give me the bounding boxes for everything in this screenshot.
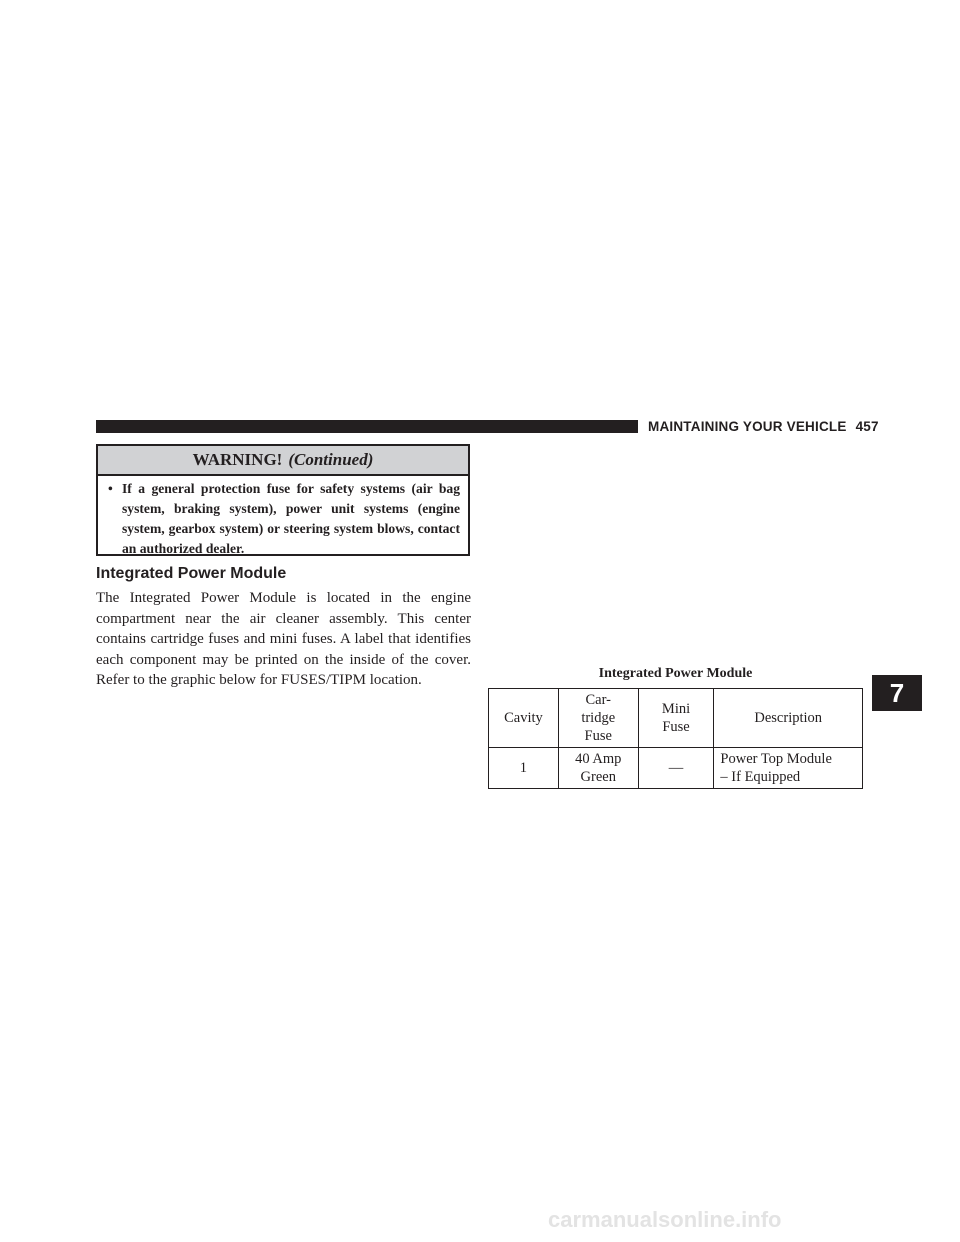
section-heading: Integrated Power Module bbox=[96, 565, 287, 582]
cell-cartridge-fuse: 40 Amp Green bbox=[558, 748, 638, 789]
header-cavity: Cavity bbox=[489, 689, 559, 748]
warning-continued: (Continued) bbox=[288, 450, 374, 469]
cell-description: Power Top Module – If Equipped bbox=[714, 748, 863, 789]
cell-cavity: 1 bbox=[489, 748, 559, 789]
header-cartridge-fuse: Car- tridge Fuse bbox=[558, 689, 638, 748]
chapter-tab: 7 bbox=[872, 675, 922, 711]
header-rule bbox=[96, 420, 638, 433]
bullet-icon: • bbox=[108, 481, 113, 496]
running-header bbox=[648, 418, 879, 436]
header-description: Description bbox=[714, 689, 863, 748]
table-row bbox=[489, 748, 863, 789]
page-number: 457 bbox=[855, 419, 879, 434]
warning-header bbox=[98, 446, 468, 476]
table-header-row bbox=[489, 689, 863, 748]
warning-title: WARNING! bbox=[192, 450, 283, 469]
section-title: MAINTAINING YOUR VEHICLE bbox=[648, 419, 847, 434]
body-paragraph: The Integrated Power Module is located in the engine compartment near the air cleaner assembly. This center contains cartridge fuses and mini fuses. A label that identifies each component may be printed on the inside of the cover. Refer to the graphic below for FUSES/TIPM location. bbox=[96, 590, 471, 688]
fuse-table bbox=[488, 688, 863, 789]
watermark: carmanualsonline.info bbox=[548, 1207, 782, 1232]
header-mini-fuse: Mini Fuse bbox=[638, 689, 714, 748]
warning-box bbox=[96, 444, 470, 556]
table-caption: Integrated Power Module bbox=[598, 666, 753, 681]
warning-text: If a general protection fuse for safety systems (air bag system, braking system), power unit systems (engine system, gearbox system) or steering system blows, contact an authorized dealer. bbox=[122, 481, 460, 556]
cell-mini-fuse: — bbox=[638, 748, 714, 789]
warning-body bbox=[98, 476, 468, 559]
